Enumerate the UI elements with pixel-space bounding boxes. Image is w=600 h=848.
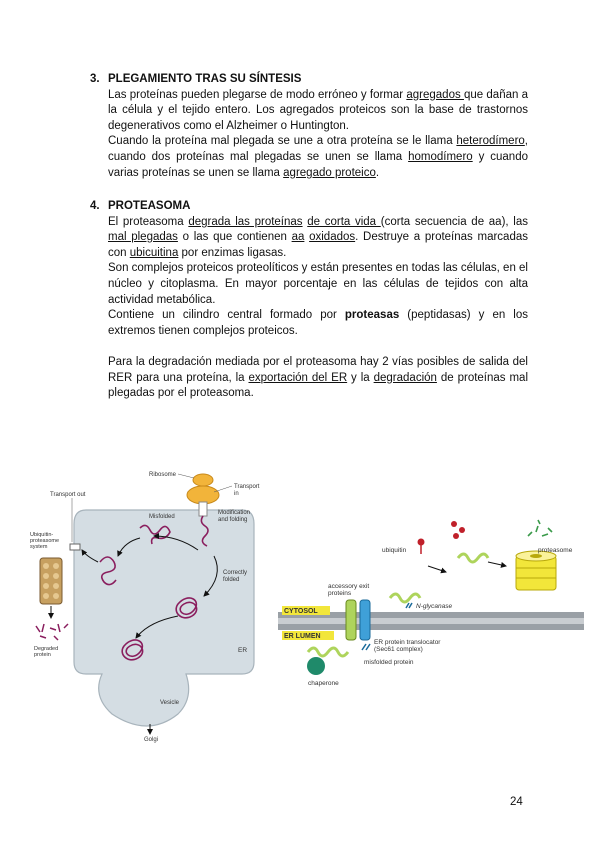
er-folding-figure [28, 466, 276, 743]
chaperone-label: chaperone [308, 680, 339, 687]
ubiquitinated-protein [458, 554, 488, 562]
section-3-paragraph-1: Las proteínas pueden plegarse de modo erróneo y formar agregados que dañan a la célula y el tejido entero. Los agregados proteicos son la base de trastornos degenerativos como el Alzheimer o Huntington. [108, 88, 529, 132]
erad-figure [278, 512, 584, 687]
retrotranslocon-icon [70, 544, 80, 550]
section-4-heading: 4. PROTEASOMA [90, 200, 191, 212]
degraded-protein-label: Degraded protein [34, 646, 59, 658]
accessory-label: accessory exit proteins [328, 583, 370, 597]
proteasome-barrel-icon [40, 558, 62, 604]
membrane-bottom [278, 624, 584, 630]
translocon-icon [199, 502, 207, 516]
section-3 [90, 72, 528, 181]
section-4-paragraph-1: El proteasoma degrada las proteínas de corta vida (corta secuencia de aa), las mal plegadas o las que contienen aa oxidados. Destruye a proteínas marcadas con ubicuitina por enzimas ligasas. [108, 215, 528, 259]
nglycanase-label: N-glycanase [416, 603, 453, 610]
golgi-label: Golgi [144, 737, 159, 743]
er-label: ER [238, 647, 248, 654]
section-4-paragraph-4: Para la degradación mediada por el proteasoma hay 2 vías posibles de salida del RER para una proteína, la exportación del ER y la degradación de proteínas mal plegadas por el proteasoma. [108, 355, 528, 400]
ribosome-label: Ribosome [148, 472, 176, 478]
ups-label: Ubiquitin-proteasome system [30, 532, 60, 550]
section-3-heading: 3. PLEGAMIENTO TRAS SU SÍNTESIS [90, 73, 302, 85]
proteasome-label: proteasome [538, 547, 573, 554]
chaperone-icon [307, 657, 325, 675]
er-compartment [74, 510, 254, 726]
transport-out-label: Transport out [50, 492, 86, 498]
misfolded-label: Misfolded [149, 514, 175, 520]
peptides-icon [528, 520, 552, 536]
section-4 [90, 199, 528, 402]
proteasome-icon [516, 551, 556, 590]
correctly-folded-label: Correctly folded [223, 570, 248, 583]
ubiquitin-icon [418, 521, 466, 554]
section-4-paragraph-2: Son complejos proteicos proteolíticos y están presentes en todas las células, en el núcleo y citoplasma. En mayor porcentaje en las células de tejidos con alta actividad metabólica. [108, 262, 528, 306]
modification-label: Modification and folding [218, 510, 251, 523]
page-number: 24 [510, 796, 523, 808]
translocator-label: ER protein translocator (Sec61 complex) [374, 639, 441, 653]
exported-protein [390, 594, 420, 602]
peptide-fragments [36, 624, 68, 640]
er-lumen-label: ER LUMEN [284, 633, 321, 640]
glycan-icon [362, 644, 370, 650]
section-3-paragraph-2: Cuando la proteína mal plegada se une a otra proteína se le llama heterodímero, cuando dos proteínas mal plegadas se unen se llama homodímero y cuando varias proteínas se unen se llama agregado proteico. [108, 135, 528, 179]
misfolded-label: misfolded protein [364, 659, 414, 666]
cytosol-label: CYTOSOL [284, 608, 318, 615]
transport-in-label: Transport in [234, 484, 260, 497]
section-4-paragraph-3: Contiene un cilindro central formado por proteasas (peptidasas) y en los extremos tienen complejos proteicos. [108, 309, 528, 337]
misfolded-protein-lumen [308, 648, 348, 656]
vesicle-label: Vesicle [160, 700, 180, 706]
ribosome-icon [187, 474, 219, 504]
ubiquitin-label: ubiquitin [382, 547, 407, 554]
